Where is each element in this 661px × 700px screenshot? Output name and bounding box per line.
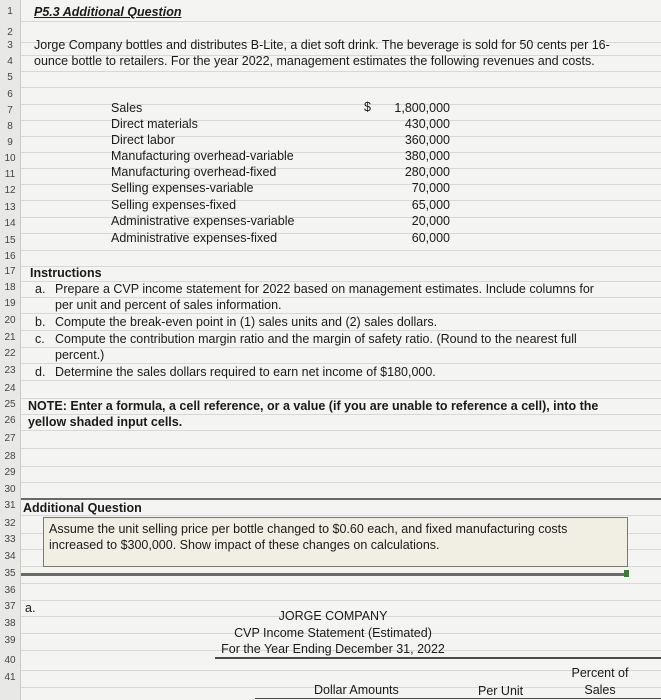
row-number[interactable]: 3 xyxy=(7,40,13,51)
item-value[interactable]: 360,000 xyxy=(404,133,450,147)
instructions-heading[interactable]: Instructions xyxy=(30,266,102,280)
grid-line xyxy=(21,313,661,314)
row-number[interactable]: 8 xyxy=(7,121,13,132)
row-number[interactable]: 25 xyxy=(4,399,16,410)
statement-company[interactable]: JORGE COMPANY xyxy=(278,609,388,623)
row-number[interactable]: 29 xyxy=(4,467,16,478)
item-label[interactable]: Manufacturing overhead-fixed xyxy=(111,165,277,179)
row-number[interactable]: 14 xyxy=(4,218,16,229)
instruction-a-line-2[interactable]: per unit and percent of sales information. xyxy=(55,298,282,312)
additional-line-1: Assume the unit selling price per bottle changed to $0.60 each, and fixed manufacturing costs xyxy=(49,522,568,536)
item-value[interactable]: 65,000 xyxy=(411,198,450,212)
intro-line-2[interactable]: ounce bottle to retailers. For the year 2022, management estimates the following revenues and costs. xyxy=(34,54,595,68)
row-number[interactable]: 36 xyxy=(4,585,16,596)
row-number[interactable]: 22 xyxy=(4,348,16,359)
row-number[interactable]: 6 xyxy=(7,89,13,100)
grid-line xyxy=(21,583,661,584)
row-number[interactable]: 15 xyxy=(4,235,16,246)
statement-title[interactable]: CVP Income Statement (Estimated) xyxy=(234,626,432,640)
row-number[interactable]: 20 xyxy=(4,315,16,326)
item-label[interactable]: Direct labor xyxy=(111,133,175,147)
col-header-dollar[interactable]: Dollar Amounts xyxy=(314,683,399,697)
grid-line xyxy=(21,430,661,431)
item-label[interactable]: Direct materials xyxy=(111,117,198,131)
row-number[interactable]: 9 xyxy=(7,137,13,148)
grid-line xyxy=(21,363,661,364)
row-number[interactable]: 41 xyxy=(4,672,16,683)
item-label[interactable]: Selling expenses-fixed xyxy=(111,198,237,212)
item-value[interactable]: 60,000 xyxy=(411,231,450,245)
grid-line xyxy=(21,380,661,381)
column-header-border xyxy=(255,698,661,699)
row-number[interactable]: 19 xyxy=(4,298,16,309)
col-header-percent-2[interactable]: Sales xyxy=(584,683,616,697)
row-number[interactable]: 40 xyxy=(4,655,16,666)
grid-line xyxy=(21,266,661,267)
instruction-d[interactable]: Determine the sales dollars required to earn net income of $180,000. xyxy=(55,365,436,379)
instruction-b-letter: b. xyxy=(35,315,46,329)
grid-line xyxy=(21,330,661,331)
statement-period[interactable]: For the Year Ending December 31, 2022 xyxy=(221,642,445,656)
row-number[interactable]: 23 xyxy=(4,365,16,376)
row-number[interactable]: 17 xyxy=(4,266,16,277)
col-header-per-unit[interactable]: Per Unit xyxy=(478,684,524,698)
row-number[interactable]: 18 xyxy=(4,282,16,293)
item-label[interactable]: Manufacturing overhead-variable xyxy=(111,149,294,163)
additional-top-border xyxy=(21,498,661,500)
item-value[interactable]: 380,000 xyxy=(404,149,450,163)
additional-line-2: increased to $300,000. Show impact of these changes on calculations. xyxy=(49,538,440,552)
row-number[interactable]: 38 xyxy=(4,618,16,629)
grid-line xyxy=(21,600,661,601)
instruction-d-letter: d. xyxy=(35,365,46,379)
currency-symbol[interactable]: $ xyxy=(364,100,371,114)
grid-line xyxy=(21,250,661,251)
row-number[interactable]: 34 xyxy=(4,551,16,562)
grid-line xyxy=(21,21,661,22)
row-number[interactable]: 5 xyxy=(7,72,13,83)
row-number[interactable]: 35 xyxy=(4,568,16,579)
instruction-a-line-1[interactable]: Prepare a CVP income statement for 2022 based on management estimates. Include columns for xyxy=(55,282,594,296)
instruction-a-letter: a. xyxy=(35,282,46,296)
grid-line xyxy=(21,482,661,483)
item-value[interactable]: 1,800,000 xyxy=(394,101,450,115)
item-value[interactable]: 70,000 xyxy=(411,181,450,195)
row-number[interactable]: 24 xyxy=(4,383,16,394)
row-number[interactable]: 4 xyxy=(7,56,13,67)
intro-line-1[interactable]: Jorge Company bottles and distributes B-Lite, a diet soft drink. The beverage is sold for 50 cents per 16- xyxy=(34,38,610,52)
instruction-b[interactable]: Compute the break-even point in (1) sales units and (2) sales dollars. xyxy=(55,315,438,329)
row-number[interactable]: 1 xyxy=(7,6,13,17)
row-number[interactable]: 12 xyxy=(4,185,16,196)
row-number[interactable]: 11 xyxy=(4,169,16,180)
row-number[interactable]: 30 xyxy=(4,484,16,495)
row-number[interactable]: 31 xyxy=(4,500,16,511)
statement-part-letter[interactable]: a. xyxy=(25,601,36,615)
item-label[interactable]: Administrative expenses-variable xyxy=(111,214,295,228)
instruction-c-line-1[interactable]: Compute the contribution margin ratio and the margin of safety ratio. (Round to the nearest full xyxy=(55,332,577,346)
row-number[interactable]: 10 xyxy=(4,153,16,164)
instruction-c-line-2[interactable]: percent.) xyxy=(55,348,105,362)
grid-line xyxy=(21,87,661,88)
sheet-title[interactable]: P5.3 Additional Question xyxy=(34,5,182,19)
row-number[interactable]: 16 xyxy=(4,251,16,262)
row-number[interactable]: 21 xyxy=(4,332,16,343)
row-number[interactable]: 33 xyxy=(4,534,16,545)
row-number[interactable]: 26 xyxy=(4,415,16,426)
note-line-2[interactable]: yellow shaded input cells. xyxy=(28,415,183,429)
item-value[interactable]: 280,000 xyxy=(404,165,450,179)
grid-line xyxy=(21,347,661,348)
additional-bottom-border xyxy=(21,573,627,576)
item-label[interactable]: Selling expenses-variable xyxy=(111,181,254,195)
row-number[interactable]: 32 xyxy=(4,518,16,529)
item-value[interactable]: 20,000 xyxy=(411,214,450,228)
row-number[interactable]: 7 xyxy=(7,105,13,116)
col-header-percent-1[interactable]: Percent of xyxy=(571,666,629,680)
grid-line xyxy=(21,448,661,449)
item-label[interactable]: Sales xyxy=(111,101,143,115)
item-label[interactable]: Administrative expenses-fixed xyxy=(111,231,278,245)
grid-line xyxy=(21,466,661,467)
item-value[interactable]: 430,000 xyxy=(404,117,450,131)
additional-heading[interactable]: Additional Question xyxy=(23,501,142,515)
statement-header-border xyxy=(215,657,661,659)
row-number[interactable]: 37 xyxy=(4,601,16,612)
row-number[interactable]: 13 xyxy=(4,202,16,213)
grid-line xyxy=(21,71,661,72)
row-number[interactable]: 2 xyxy=(7,27,13,38)
row-number[interactable]: 27 xyxy=(4,433,16,444)
instruction-c-letter: c. xyxy=(35,332,45,346)
row-number[interactable]: 28 xyxy=(4,451,16,462)
note-line-1[interactable]: NOTE: Enter a formula, a cell reference, or a value (if you are unable to reference a cell), into the xyxy=(28,399,599,413)
selection-fill-handle[interactable] xyxy=(624,570,629,577)
row-number[interactable]: 39 xyxy=(4,635,16,646)
